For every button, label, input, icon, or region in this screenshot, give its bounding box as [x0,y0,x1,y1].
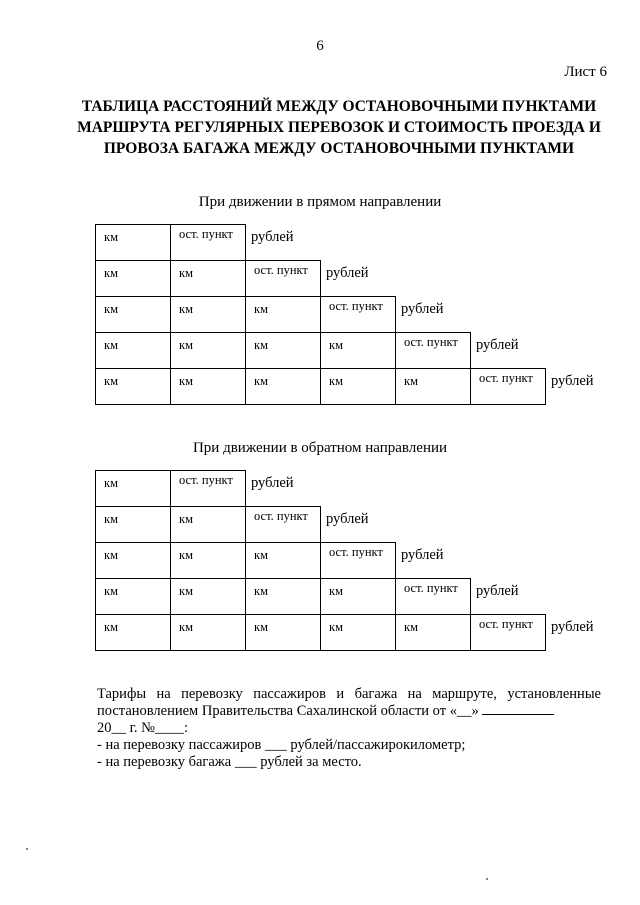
forward-km-cell: км [245,332,321,369]
reverse-km-cell: км [170,614,246,651]
forward-km-cell: км [170,296,246,333]
tariffs-line-2-text: постановлением Правительства Сахалинской области от «__» [97,703,483,719]
reverse-km-cell: км [395,614,471,651]
forward-km-cell: км [95,260,171,297]
sheet-label: Лист 6 [564,64,607,80]
forward-km-cell: км [320,332,396,369]
tariffs-line-1: Тарифы на перевозку пассажиров и багажа на маршруте, установленные [97,686,601,702]
forward-km-cell: км [245,296,321,333]
scan-speck [486,878,488,880]
reverse-km-cell: км [95,470,171,507]
reverse-km-cell: км [170,542,246,579]
tariffs-line-2 [97,703,601,720]
reverse-rubles-label: рублей [476,583,519,599]
page-number: 6 [316,38,324,54]
reverse-rubles-label: рублей [401,547,444,563]
reverse-km-cell: км [95,614,171,651]
reverse-stop-cell: ост. пункт [245,506,321,543]
reverse-km-cell: км [320,578,396,615]
title-line-1: ТАБЛИЦА РАССТОЯНИЙ МЕЖДУ ОСТАНОВОЧНЫМИ ПУНКТАМИ [81,98,597,115]
date-blank-line [482,713,554,715]
forward-rubles-label: рублей [476,337,519,353]
reverse-km-cell: км [320,614,396,651]
reverse-rubles-label: рублей [251,475,294,491]
forward-stop-cell: ост. пункт [320,296,396,333]
reverse-stop-cell: ост. пункт [395,578,471,615]
reverse-km-cell: км [95,578,171,615]
forward-km-cell: км [95,224,171,261]
reverse-km-cell: км [245,578,321,615]
forward-km-cell: км [95,296,171,333]
forward-stop-cell: ост. пункт [395,332,471,369]
tariffs-block [97,686,601,771]
forward-rubles-label: рублей [551,373,594,389]
reverse-stop-cell: ост. пункт [470,614,546,651]
reverse-stop-cell: ост. пункт [320,542,396,579]
tariffs-passenger: - на перевозку пассажиров ___ рублей/пассажирокилометр; [97,737,466,753]
forward-km-cell: км [170,332,246,369]
reverse-km-cell: км [170,506,246,543]
reverse-km-cell: км [245,614,321,651]
reverse-km-cell: км [170,578,246,615]
forward-km-cell: км [95,332,171,369]
forward-heading: При движении в прямом направлении [198,194,442,210]
tariffs-line-3: 20__ г. №____: [97,720,189,736]
reverse-km-cell: км [95,542,171,579]
reverse-rubles-label: рублей [551,619,594,635]
forward-stop-cell: ост. пункт [170,224,246,261]
forward-rubles-label: рублей [401,301,444,317]
title-line-3: ПРОВОЗА БАГАЖА МЕЖДУ ОСТАНОВОЧНЫМИ ПУНКТАМИ [103,140,575,157]
forward-km-cell: км [320,368,396,405]
reverse-km-cell: км [245,542,321,579]
forward-stop-cell: ост. пункт [470,368,546,405]
forward-km-cell: км [170,368,246,405]
forward-stop-cell: ост. пункт [245,260,321,297]
forward-rubles-label: рублей [326,265,369,281]
forward-km-cell: км [245,368,321,405]
forward-km-cell: км [170,260,246,297]
title-line-2: МАРШРУТА РЕГУЛЯРНЫХ ПЕРЕВОЗОК И СТОИМОСТЬ ПРОЕЗДА И [77,119,601,136]
forward-km-cell: км [395,368,471,405]
reverse-km-cell: км [95,506,171,543]
forward-rubles-label: рублей [251,229,294,245]
tariffs-baggage: - на перевозку багажа ___ рублей за место. [97,754,362,770]
reverse-heading: При движении в обратном направлении [192,440,448,456]
reverse-stop-cell: ост. пункт [170,470,246,507]
document-title [60,96,618,159]
scan-speck [26,848,28,850]
forward-km-cell: км [95,368,171,405]
reverse-rubles-label: рублей [326,511,369,527]
